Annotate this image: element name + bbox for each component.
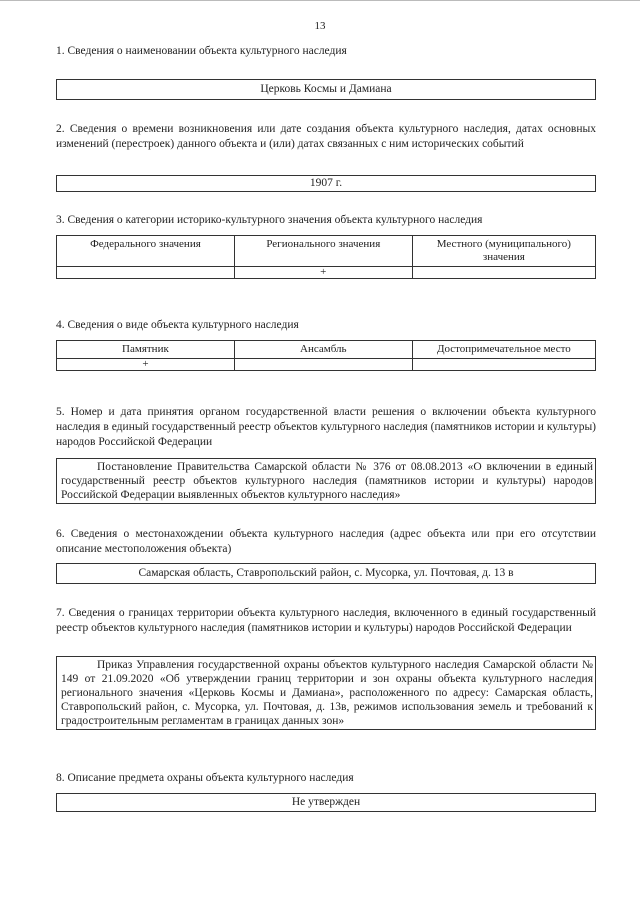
mark-monument: + (57, 359, 235, 371)
col-federal: Федерального значения (57, 236, 235, 267)
section-8-heading: 8. Описание предмета охраны объекта культурного наследия (56, 772, 354, 784)
section-5-heading: 5. Номер и дата принятия органом государственной власти решения о включении объекта культурного наследия в единый государственный реестр объектов культурного наследия (памятников истории и культуры) народов Российской Федерации (56, 406, 596, 448)
col-landmark: Достопримечательное место (412, 341, 595, 359)
section-1-value: Церковь Космы и Дамиана (56, 79, 596, 100)
page-number: 13 (314, 20, 326, 32)
col-monument: Памятник (57, 341, 235, 359)
scan-edge-line (0, 0, 640, 1)
section-5-value (56, 458, 596, 504)
table-mark-row (57, 359, 596, 371)
section-7-text: Приказ Управления государственной охраны объектов культурного наследия Самарской области № 149 от 21.09.2020 «Об утверждении границ территории и зон охраны объекта культурного наследия регионального значения «Церковь Космы и Дамиана», расположенного по адресу: Самарская область, Ставропольский район, с. Мусорка, ул. Почтовая, д. 13в, режимов использования земель и требований к градостроительным регламентам в границах данных зон» (61, 659, 593, 727)
significance-table (56, 235, 596, 279)
mark-federal (57, 267, 235, 279)
section-6-value: Самарская область, Ставропольский район, с. Мусорка, ул. Почтовая, д. 13 в (56, 563, 596, 584)
object-type-table (56, 340, 596, 371)
mark-ensemble (234, 359, 412, 371)
section-4-heading: 4. Сведения о виде объекта культурного наследия (56, 319, 299, 331)
section-2-value: 1907 г. (56, 175, 596, 192)
mark-regional: + (234, 267, 412, 279)
section-7-value (56, 656, 596, 730)
table-header-row (57, 341, 596, 359)
table-mark-row (57, 267, 596, 279)
section-2-heading: 2. Сведения о времени возникновения или дате создания объекта культурного наследия, датах основных изменений (перестроек) данного объекта и (или) датах связанных с ним исторических событий (56, 123, 596, 150)
mark-local (412, 267, 595, 279)
col-regional: Регионального значения (234, 236, 412, 267)
col-local: Местного (муниципального) значения (412, 236, 595, 267)
col-ensemble: Ансамбль (234, 341, 412, 359)
section-3-heading: 3. Сведения о категории историко-культурного значения объекта культурного наследия (56, 214, 483, 226)
table-header-row (57, 236, 596, 267)
section-8-value: Не утвержден (56, 793, 596, 812)
section-1-heading: 1. Сведения о наименовании объекта культурного наследия (56, 45, 347, 57)
section-7-heading: 7. Сведения о границах территории объекта культурного наследия, включенного в единый государственный реестр объектов культурного наследия (памятников истории и культуры) народов Российской Федерации (56, 607, 596, 634)
section-6-heading: 6. Сведения о местонахождении объекта культурного наследия (адрес объекта или при его отсутствии описание местоположения объекта) (56, 528, 596, 555)
mark-landmark (412, 359, 595, 371)
section-5-text: Постановление Правительства Самарской области № 376 от 08.08.2013 «О включении в единый государственный реестр объектов культурного наследия (памятников истории и культуры) народов Российской Федерации выявленных объектов культурного наследия» (61, 461, 593, 501)
